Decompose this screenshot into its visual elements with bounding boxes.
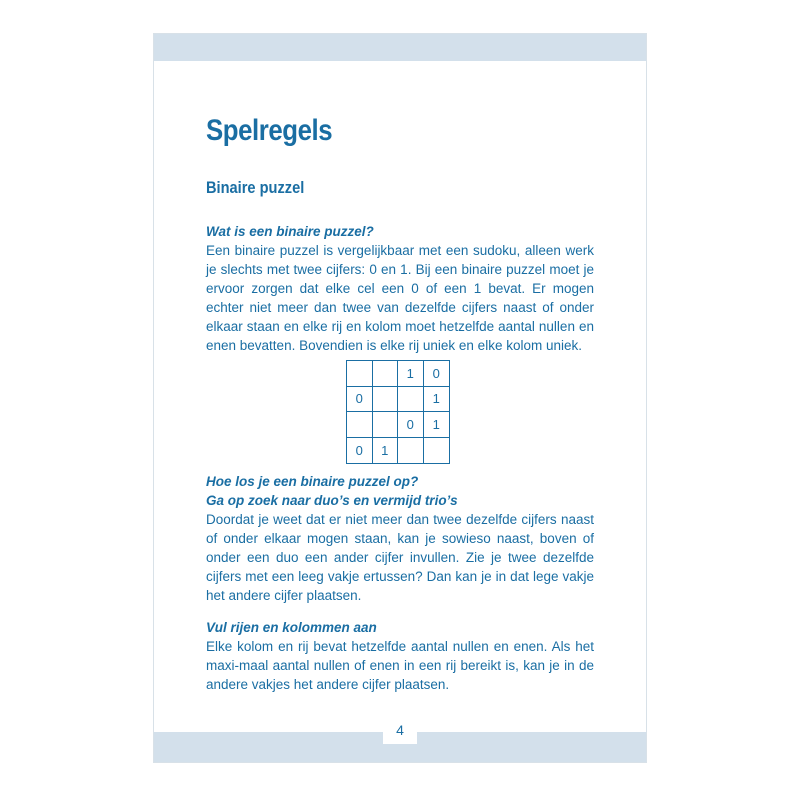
grid-cell: 0: [347, 387, 373, 413]
grid-cell: 1: [424, 387, 450, 413]
binary-puzzle-grid: [346, 360, 450, 464]
section-fill-rows-heading: Vul rijen en kolommen aan: [206, 620, 377, 635]
grid-cell: 0: [424, 361, 450, 387]
section-duos-trios-heading: Ga op zoek naar duo’s en vermijd trio’s: [206, 493, 458, 508]
page-number: 4: [383, 716, 417, 744]
book-page: [154, 34, 646, 762]
section-fill-rows-text: Elke kolom en rij bevat hetzelfde aantal nullen en enen. Als het maxi-maal aantal nullen of enen in een rij bereikt is, kan je in de andere vakjes het andere cijfer plaatsen.: [206, 639, 594, 692]
grid-cell: 0: [398, 412, 424, 438]
grid-cell: [373, 361, 399, 387]
section-how-to-solve-heading: Hoe los je een binaire puzzel op?: [206, 474, 419, 489]
grid-cell: [373, 412, 399, 438]
page-title: Spelregels: [206, 114, 333, 147]
grid-cell: [424, 438, 450, 464]
section-what-is-text: Een binaire puzzel is vergelijkbaar met een sudoku, alleen werk je slechts met twee cijfers: 0 en 1. Bij een binaire puzzel moet je ervoor zorgen dat elke cel een 0 of een 1 bevat. Er mogen echter niet meer dan twee van dezelfde cijfers naast of onder elkaar staan en elke rij en kolom moet hetzelfde aantal nullen en enen bevatten. Bovendien is elke rij uniek en elke kolom uniek.: [206, 243, 594, 353]
top-band: [154, 34, 646, 61]
grid-cell: [398, 387, 424, 413]
grid-cell: [347, 361, 373, 387]
page-subtitle: Binaire puzzel: [206, 178, 305, 197]
section-fill-rows: [206, 618, 594, 694]
section-how-to-solve: [206, 472, 594, 605]
grid-cell: [347, 412, 373, 438]
section-what-is: [206, 222, 594, 355]
section-what-is-heading: Wat is een binaire puzzel?: [206, 224, 374, 239]
grid-cell: 0: [347, 438, 373, 464]
grid-cell: 1: [424, 412, 450, 438]
grid-cell: [373, 387, 399, 413]
grid-cell: 1: [398, 361, 424, 387]
grid-cell: 1: [373, 438, 399, 464]
grid-cell: [398, 438, 424, 464]
section-duos-trios-text: Doordat je weet dat er niet meer dan twee dezelfde cijfers naast of onder elkaar mogen staan, kan je sowieso naast, boven of onder een duo een ander cijfer invullen. Zie je twee dezelfde cijfers met een leeg vakje ertussen? Dan kan je in dat lege vakje het andere cijfer plaatsen.: [206, 512, 594, 603]
